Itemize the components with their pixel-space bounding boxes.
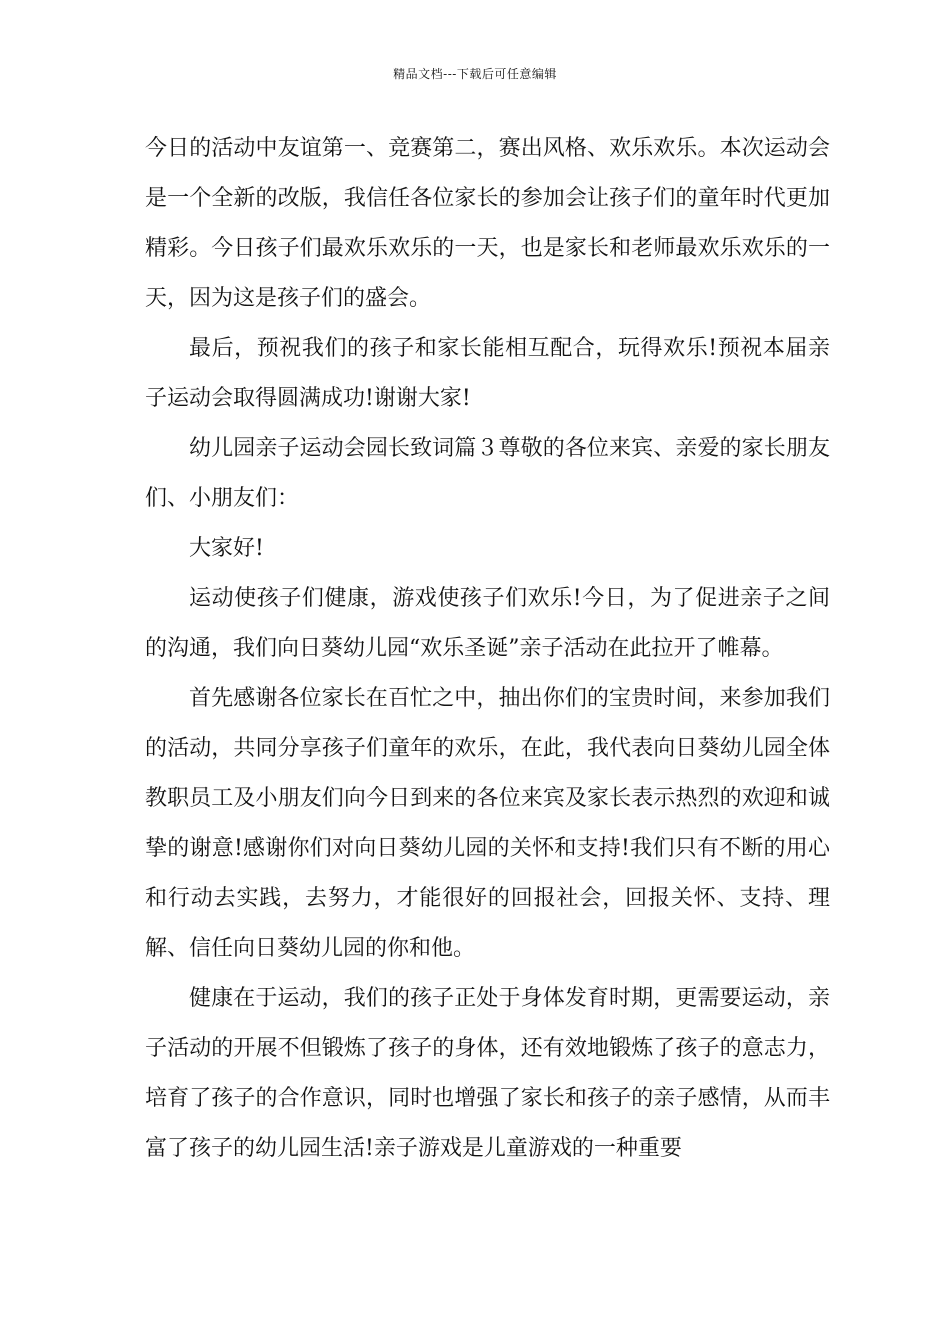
paragraph-2: 最后，预祝我们的孩子和家长能相互配合，玩得欢乐!预祝本届亲子运动会取得圆满成功!谢谢大家!	[145, 336, 830, 411]
paragraph-3: 幼儿园亲子运动会园长致词篇３尊敬的各位来宾、亲爱的家长朋友们、小朋友们：	[145, 436, 830, 511]
paragraph-5: 运动使孩子们健康，游戏使孩子们欢乐!今日，为了促进亲子之间的沟通，我们向日葵幼儿园“欢乐圣诞”亲子活动在此拉开了帷幕。	[145, 586, 830, 661]
paragraph-4: 大家好!	[189, 536, 264, 561]
paragraph-1: 今日的活动中友谊第一、竞赛第二，赛出风格、欢乐欢乐。本次运动会是一个全新的改版，我信任各位家长的参加会让孩子们的童年时代更加精彩。今日孩子们最欢乐欢乐的一天，也是家长和老师最欢乐欢乐的一天，因为这是孩子们的盛会。	[145, 136, 830, 311]
page-header: 精品文档---下载后可任意编辑	[393, 67, 557, 81]
document-body	[145, 124, 830, 1174]
paragraph-6: 首先感谢各位家长在百忙之中，抽出你们的宝贵时间，来参加我们的活动，共同分享孩子们童年的欢乐，在此，我代表向日葵幼儿园全体教职员工及小朋友们向今日到来的各位来宾及家长表示热烈的欢迎和诚挚的谢意!感谢你们对向日葵幼儿园的关怀和支持!我们只有不断的用心和行动去实践，去努力，才能很好的回报社会，回报关怀、支持、理解、信任向日葵幼儿园的你和他。	[145, 686, 830, 961]
paragraph-7: 健康在于运动，我们的孩子正处于身体发育时期，更需要运动，亲子活动的开展不但锻炼了孩子的身体，还有效地锻炼了孩子的意志力，培育了孩子的合作意识，同时也增强了家长和孩子的亲子感情，从而丰富了孩子的幼儿园生活!亲子游戏是儿童游戏的一种重要	[145, 986, 830, 1161]
